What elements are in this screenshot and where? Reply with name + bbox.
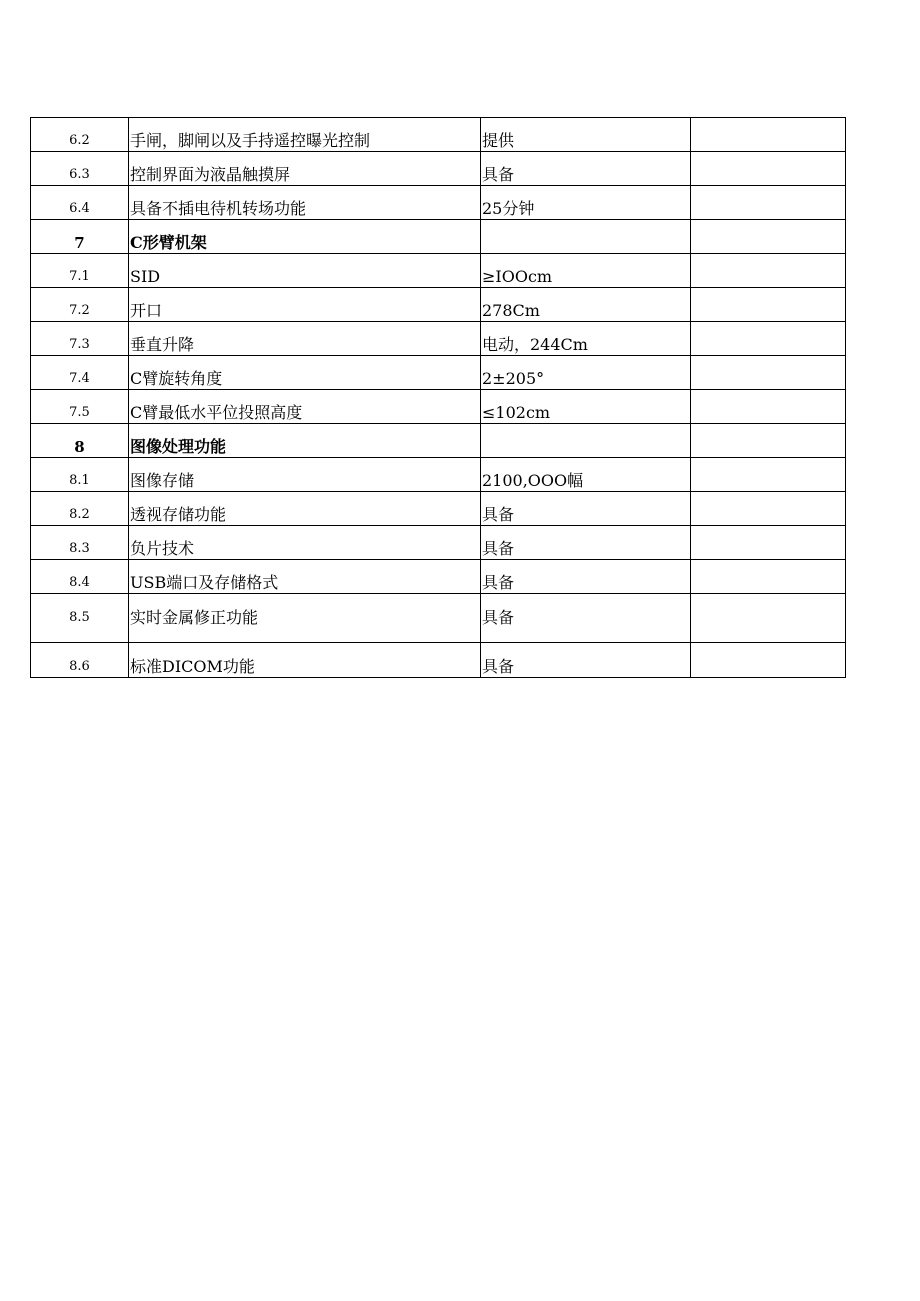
table-row [31,322,846,356]
row-value: 电动，244Cm [481,322,691,356]
row-value [481,424,691,458]
row-item: 负片技术 [129,526,481,560]
row-number: 6.4 [31,186,129,220]
section-row [31,424,846,458]
row-item: 实时金属修正功能 [129,594,481,643]
table-row [31,492,846,526]
table-row [31,560,846,594]
row-item: 垂直升降 [129,322,481,356]
table-row [31,356,846,390]
row-note [691,186,846,220]
row-number: 7.3 [31,322,129,356]
row-value: 具备 [481,560,691,594]
section-title: 图像处理功能 [129,424,481,458]
row-item: SID [129,254,481,288]
table-row [31,186,846,220]
row-item: 控制界面为液晶触摸屏 [129,152,481,186]
row-number: 8.2 [31,492,129,526]
row-item: 开口 [129,288,481,322]
row-note [691,594,846,643]
row-value: 具备 [481,643,691,678]
table-row [31,594,846,643]
table-row [31,458,846,492]
table-row [31,526,846,560]
row-number: 6.3 [31,152,129,186]
row-number: 8.4 [31,560,129,594]
row-note [691,254,846,288]
row-item: 透视存储功能 [129,492,481,526]
section-title: C形臂机架 [129,220,481,254]
row-note [691,220,846,254]
table-row [31,254,846,288]
row-note [691,322,846,356]
row-note [691,424,846,458]
row-note [691,356,846,390]
row-note [691,560,846,594]
row-number: 6.2 [31,118,129,152]
row-item: 手闸，脚闸以及手持遥控曝光控制 [129,118,481,152]
row-number: 7.2 [31,288,129,322]
row-number: 7.4 [31,356,129,390]
row-note [691,458,846,492]
row-item: 图像存储 [129,458,481,492]
row-note [691,643,846,678]
table-row [31,152,846,186]
row-note [691,526,846,560]
row-value: 提供 [481,118,691,152]
row-item: 标准DICOM功能 [129,643,481,678]
section-number: 8 [31,424,129,458]
row-note [691,390,846,424]
row-item: C臂旋转角度 [129,356,481,390]
row-value: 2±205° [481,356,691,390]
row-value: ≥IOOcm [481,254,691,288]
row-value [481,220,691,254]
row-value: 25分钟 [481,186,691,220]
row-value: 具备 [481,594,691,643]
row-note [691,152,846,186]
row-value: 具备 [481,526,691,560]
row-number: 8.6 [31,643,129,678]
section-number: 7 [31,220,129,254]
row-item: USB端口及存储格式 [129,560,481,594]
row-number: 8.1 [31,458,129,492]
spec-table [30,117,846,678]
row-note [691,492,846,526]
row-number: 8.3 [31,526,129,560]
table-row [31,118,846,152]
row-value: 具备 [481,152,691,186]
row-value: 具备 [481,492,691,526]
section-row [31,220,846,254]
row-number: 7.5 [31,390,129,424]
row-value: 278Cm [481,288,691,322]
table-row [31,643,846,678]
row-note [691,288,846,322]
row-value: 2100,OOO幅 [481,458,691,492]
row-item: 具备不插电待机转场功能 [129,186,481,220]
table-row [31,288,846,322]
row-number: 8.5 [31,594,129,643]
row-number: 7.1 [31,254,129,288]
table-row [31,390,846,424]
row-value: ≤102cm [481,390,691,424]
row-item: C臂最低水平位投照高度 [129,390,481,424]
row-note [691,118,846,152]
